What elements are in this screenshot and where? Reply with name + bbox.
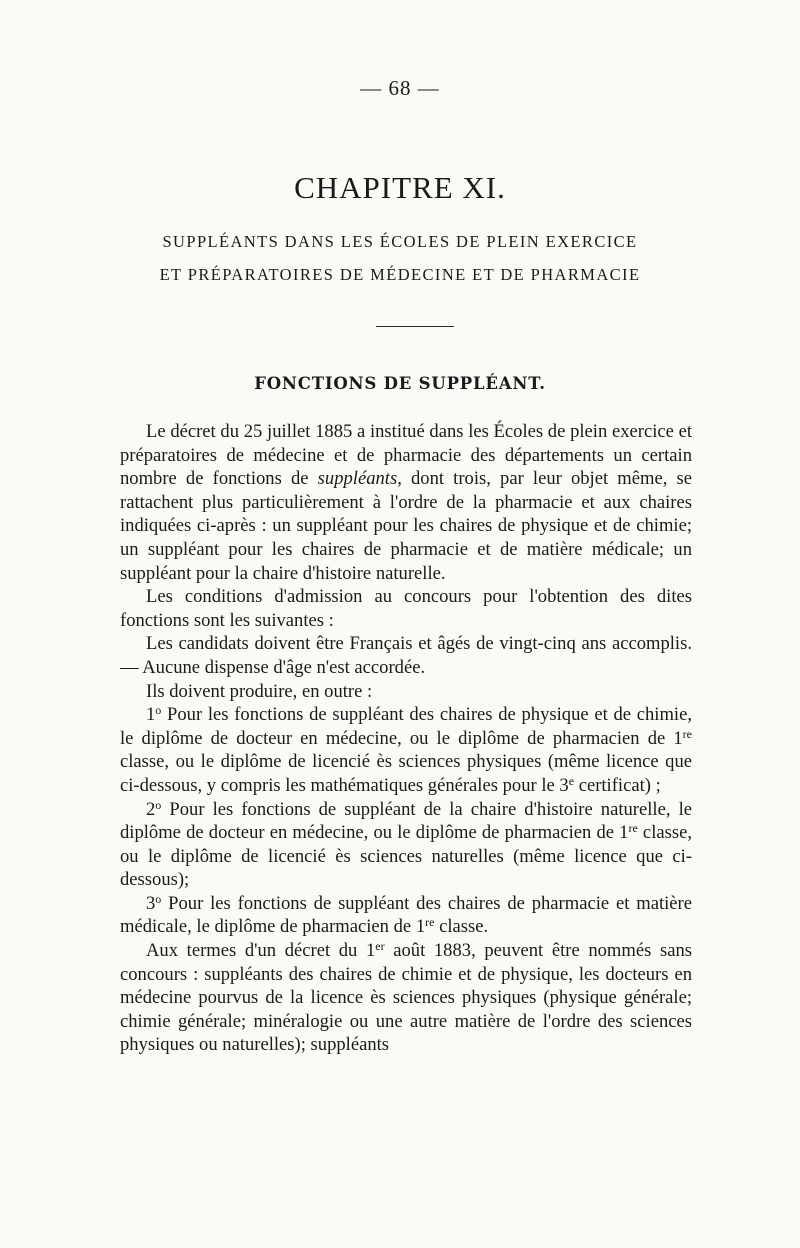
paragraph-produce: Ils doivent produire, en outre : — [146, 680, 373, 702]
section-title: FONCTIONS DE SUPPLÉANT. — [254, 374, 546, 393]
text-run: 3 — [146, 892, 156, 914]
text-run: Pour les fonctions de suppléant de la chaire d'histoire naturelle, le diplôme de docteur en médecine, ou le diplôme de pharmacien de 1 — [120, 798, 692, 844]
page-number: — 68 — — [360, 76, 440, 100]
paragraph-item-3 — [120, 892, 692, 939]
text-run: Le décret du 25 juillet 1885 a institué dans les Écoles de plein exercice et préparatoires de médecine et de pharmacie des départements un certain nombre de fonctions de — [120, 421, 692, 490]
superscript: re — [425, 915, 435, 930]
paragraph-item-1 — [120, 703, 692, 797]
chapter-title: CHAPITRE XI. — [294, 170, 506, 205]
paragraph-item-2 — [120, 798, 692, 892]
chapter-subtitle-line-2: ET PRÉPARATOIRES DE MÉDECINE ET DE PHARMACIE — [159, 265, 641, 284]
superscript: re — [628, 821, 638, 836]
chapter-subtitle-line-1: SUPPLÉANTS DANS LES ÉCOLES DE PLEIN EXERCICE — [162, 232, 638, 251]
text-run: 1 — [146, 704, 156, 726]
separator-rule — [376, 326, 454, 327]
text-run: Pour les fonctions de suppléant des chaires de pharmacie et matière médicale, le diplôme de pharmacien de 1 — [120, 892, 692, 938]
text-run: août 1883, peuvent être nommés sans concours : suppléants des chaires de chimie et de physique, les docteurs en médecine pourvus de la licence ès sciences physiques (physique générale; chimie générale; minéralogie ou une autre matière de l'ordre des sciences physiques ou naturelles); suppléants — [120, 940, 692, 1056]
italic-term: suppléants — [317, 468, 398, 490]
text-run: certificat) ; — [574, 774, 661, 796]
text-run: Pour les fonctions de suppléant des chaires de physique et de chimie, le diplôme de docteur en médecine, ou le diplôme de pharmacien de 1 — [120, 704, 692, 749]
paragraph-decree-1883 — [120, 939, 692, 1057]
text-run: , dont trois, par leur objet même, se rattachent plus particulièrement à l'ordre de la pharmacie et aux chaires indiquées ci-après : un suppléant pour les chaires de physique et de chimie; un suppléant pour les chaires de pharmacie et de matière médicale; un suppléant pour la chaire d'histoire naturelle. — [120, 468, 692, 584]
superscript: er — [375, 939, 385, 954]
paragraph-candidates: Les candidats doivent être Français et âgés de vingt-cinq ans accomplis. — Aucune dispense d'âge n'est accordée. — [120, 633, 692, 678]
text-run: classe, ou le diplôme de licencié ès sciences naturelles (même licence que ci-dessous); — [120, 822, 692, 891]
superscript: e — [568, 773, 575, 788]
superscript: o — [155, 891, 162, 906]
paragraph-decree — [120, 420, 692, 585]
paragraph-conditions: Les conditions d'admission au concours pour l'obtention des dites fonctions sont les suivantes : — [120, 586, 692, 631]
superscript: o — [155, 703, 162, 718]
superscript: re — [682, 726, 692, 741]
text-run: 2 — [146, 798, 156, 820]
superscript: o — [155, 797, 162, 812]
text-run: classe. — [434, 916, 489, 938]
text-run: classe, ou le diplôme de licencié ès sciences physiques (même licence que ci-dessous, y compris les mathématiques générales pour le 3 — [120, 751, 692, 796]
text-run: Aux termes d'un décret du 1 — [146, 940, 376, 962]
body-text — [120, 420, 692, 1057]
